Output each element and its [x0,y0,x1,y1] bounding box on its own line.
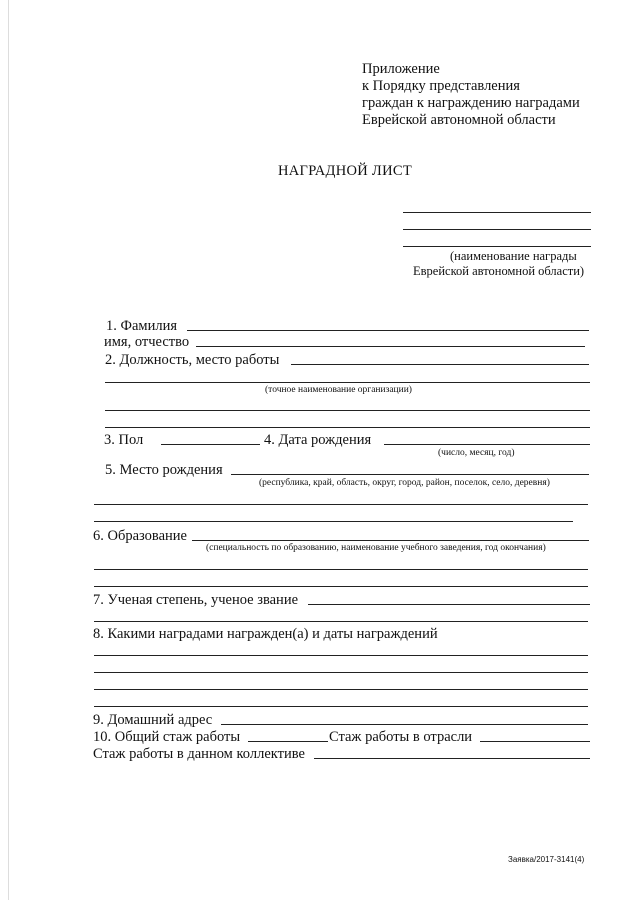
degree-line-2[interactable] [94,621,588,622]
birthplace-hint: (республика, край, область, округ, город, район, поселок, село, деревня) [259,478,550,488]
team-experience-field[interactable] [314,758,590,759]
position-line-3[interactable] [105,410,590,411]
birthplace-line-3[interactable] [94,521,573,522]
appendix-line-2: к Порядку представления [362,78,520,94]
birthplace-label: 5. Место рождения [105,462,223,478]
position-line-4[interactable] [105,427,590,428]
awards-line-2[interactable] [94,672,588,673]
awards-line-4[interactable] [94,706,588,707]
position-field[interactable] [291,364,589,365]
address-field[interactable] [221,724,588,725]
industry-experience-label: Стаж работы в отрасли [329,729,473,745]
award-caption-2: Еврейской автономной области) [413,264,585,278]
education-line-2[interactable] [94,569,588,570]
award-caption-1: (наименование награды [450,249,577,263]
degree-field[interactable] [308,604,590,605]
birthdate-label: 4. Дата рождения [264,432,372,448]
team-experience-label: Стаж работы в данном коллективе [93,746,305,762]
degree-label: 7. Ученая степень, ученое звание [93,592,299,608]
organization-hint: (точное наименование организации) [265,385,412,395]
birthdate-hint: (число, месяц, год) [438,448,515,458]
award-line-3[interactable] [403,246,591,247]
total-experience-field[interactable] [248,741,328,742]
awards-line-1[interactable] [94,655,588,656]
education-line-3[interactable] [94,586,588,587]
surname-label: 1. Фамилия [106,318,177,334]
awards-label: 8. Какими наградами награжден(а) и даты награждений [93,626,438,642]
document-code: Заявка/2017-3141(4) [508,855,585,864]
position-label: 2. Должность, место работы [105,352,280,368]
surname-field[interactable] [187,330,589,331]
appendix-line-3: граждан к награждению наградами [362,95,580,111]
industry-experience-field[interactable] [480,741,590,742]
birthplace-line-2[interactable] [94,504,588,505]
page-frame [8,0,635,900]
education-label: 6. Образование [93,528,187,544]
document-title: НАГРАДНОЙ ЛИСТ [278,163,412,179]
position-line-2[interactable] [105,382,590,383]
birthplace-field[interactable] [231,474,589,475]
sex-field[interactable] [161,444,260,445]
name-field[interactable] [196,346,585,347]
education-hint: (специальность по образованию, наименование учебного заведения, год окончания) [206,543,546,553]
address-label: 9. Домашний адрес [93,712,213,728]
total-experience-label: 10. Общий стаж работы [93,729,241,745]
name-label: имя, отчество [104,334,190,350]
appendix-label: Приложение [362,61,440,77]
education-field[interactable] [192,540,589,541]
sex-label: 3. Пол [104,432,144,448]
award-line-2[interactable] [403,229,591,230]
birthdate-field[interactable] [384,444,590,445]
appendix-line-4: Еврейской автономной области [362,112,556,128]
awards-line-3[interactable] [94,689,588,690]
award-line-1[interactable] [403,212,591,213]
